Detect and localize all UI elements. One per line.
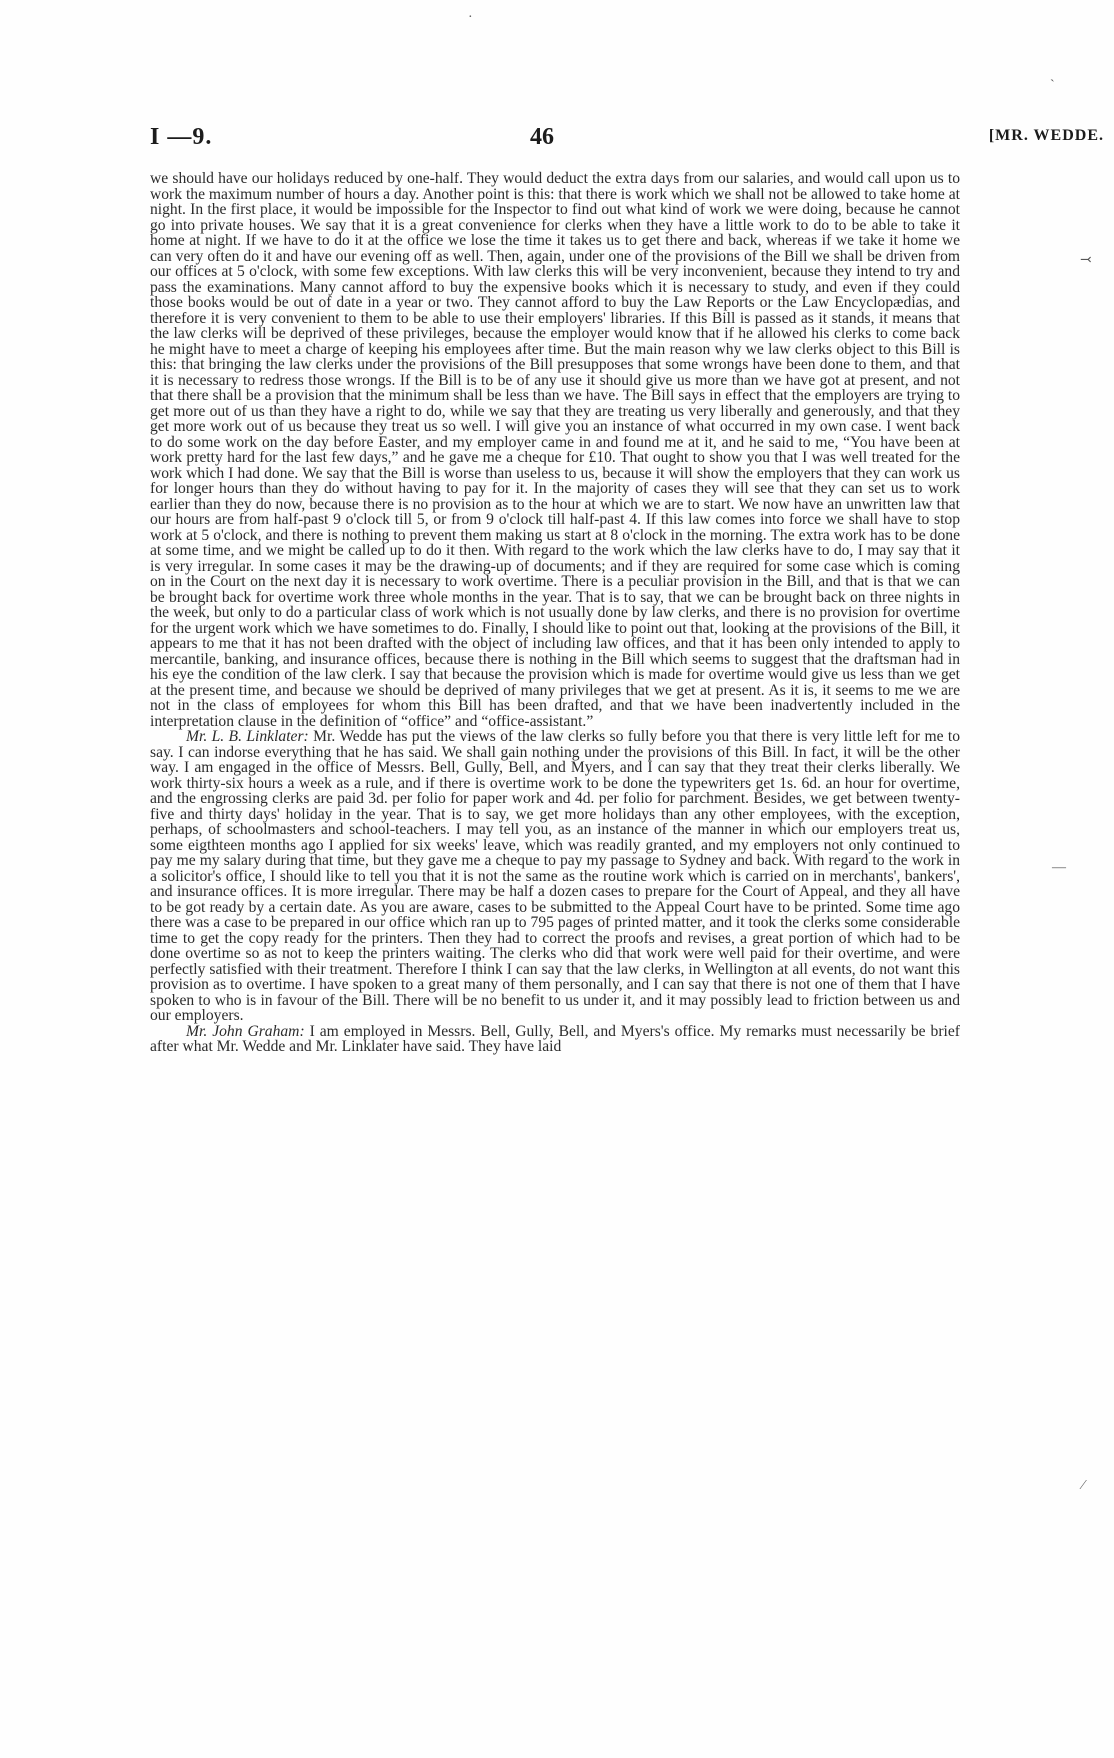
page-number: 46	[530, 124, 554, 150]
document-body	[150, 171, 960, 1055]
paragraph-text: we should have our holidays reduced by one-half. They would deduct the extra days from our salaries, and would call upon us to work the maximum number of hours a day. Another point is this: that there is work which we shall not be allowed to take home at night. In the first place, it would be impossible for the Inspector to find out what kind of work we were doing, because he cannot go into private houses. We say that it is a great convenience for clerks when they have a little work to do to be able to take it home at night. If we have to do it at the office we lose the time it takes us to get there and back, whereas if we take it home we can very often do it and have our evening off as well. Then, again, under one of the provisions of the Bill we shall be driven from our offices at 5 o'clock, with some few exceptions. With law clerks this will be very inconvenient, because they intend to try and pass the examinations. Many cannot afford to buy the expensive books which it is necessary to study, and even if they could those books would be out of date in a year or two. They cannot afford to buy the Law Reports or the Law Encyclopædias, and therefore it is very convenient to them to be able to use their employers' libraries. If this Bill is passed as it stands, it means that the law clerks will be deprived of these privileges, because the employer would know that if he allowed his clerks to come back he might have to meet a charge of keeping his employees after time. But the main reason why we law clerks object to this Bill is this: that bringing the law clerks under the provisions of the Bill presupposes that some wrongs have been done to them, and that it is necessary to redress those wrongs. If the Bill is to be of any use it should give us more than we have got at present, and not that there shall be a provision that the minimum shall be less than we have. The Bill says in effect that the employers are trying to get more out of us than they have a right to do, while we say that they are treating us very liberally and generously, and that they get more work out of us because they treat us so well. I will give you an instance of what occurred in my own case. I went back to do some work on the day before Easter, and my employer came in and found me at it, and he said to me, “You have been at work pretty hard for the last few days,” and he gave me a cheque for £10. That ought to show you that I was well treated for the work which I had done. We say that the Bill is worse than useless to us, because it will show the employers that they can work us for longer hours than they do without having to pay for it. In the majority of cases they will see that they can set us to work earlier than they do now, because there is no provision as to the hour at which we are to start. We now have an unwritten law that our hours are from half-past 9 o'clock till 5, or from 9 o'clock till half-past 4. If this law comes into force we shall have to stop work at 5 o'clock, and there is nothing to prevent them making us start at 8 o'clock in the morning. The extra work has to be done at some time, and we might be called up to do it then. With regard to the work which the law clerks have to do, I may say that it is very irregular. In some cases it may be the drawing-up of documents; and if they are required for some case which is coming on in the Court on the next day it is necessary to work overtime. There is a peculiar provision in the Bill, and that is that we can be brought back for overtime work three whole months in the year. That is to say, that we can be brought back on three nights in the week, but only to do a particular class of work which is not usually done by law clerks, and there is no provision for overtime for the urgent work which we have sometimes to do. Finally, I should like to point out that, looking at the provisions of the Bill, it appears to me that it has not been drafted with the object of including law offices, and that it has been only intended to apply to mercantile, banking, and insurance offices, because there is nothing in the Bill which seems to suggest that the draftsman had in his eye the condition of the law clerk. I say that because the provision which is made for overtime would give us less than we get at the present time, and because we should be deprived of many privileges that we get at present. As it is, it seems to me we are not in the class of employees for whom this Bill has been drafted, and that we have been inadvertently included in the interpretation clause in the definition of “office” and “office-assistant.”	[150, 170, 960, 730]
speaker-running-head: [MR. WEDDE.	[988, 127, 1104, 144]
paragraph-linklater	[150, 729, 960, 1024]
margin-mark-right-1: ˋ	[1050, 78, 1055, 93]
page-header	[150, 124, 1104, 154]
speaker-name: Mr. John Graham:	[186, 1022, 305, 1040]
margin-mark-right-4: ⁄	[1082, 1478, 1085, 1493]
paragraph-graham	[150, 1024, 960, 1055]
speaker-name: Mr. L. B. Linklater:	[186, 728, 309, 745]
margin-mark-top: ·	[468, 10, 473, 25]
margin-mark-right-2: ⤙	[1080, 253, 1092, 268]
margin-mark-right-3: —	[1052, 860, 1066, 875]
parliamentary-paper-reference: I —9.	[150, 124, 213, 150]
paragraph-text: Mr. Wedde has put the views of the law clerks so fully before you that there is very little left for me to say. I can indorse everything that he has said. We shall gain nothing under the provisions of this Bill. In fact, it will be the other way. I am engaged in the office of Messrs. Bell, Gully, Bell, and Myers, and I can say that they treat their clerks liberally. We work thirty-six hours a week as a rule, and if there is overtime work to be done the typewriters get 1s. 6d. an hour for overtime, and the engrossing clerks are paid 3d. per folio for paper work and 4d. per folio for parchment. Besides, we get between twenty-five and thirty days' holiday in the year. That is to say, we get more holidays than any other employees, with the exception, perhaps, of schoolmasters and school-teachers. I may tell you, as an instance of the manner in which our employers treat us, some eigthteen months ago I applied for six weeks' leave, which was readily granted, and my employers not only continued to pay me my salary during that time, but they gave me a cheque to pay my passage to Sydney and back. With regard to the work in a solicitor's office, I should like to tell you that it is not the same as the routine work which is carried on in merchants', bankers', and insurance offices. It is more irregular. There may be half a dozen cases to prepare for the Court of Appeal, and they all have to be got ready by a certain date. As you are aware, cases to be submitted to the Appeal Court have to be printed. Some time ago there was a case to be prepared in our office which ran up to 795 pages of printed matter, and it took the clerks some considerable time to get the copy ready for the printers. Then they had to correct the proofs and revises, a great portion of which had to be done overtime so as not to keep the printers waiting. The clerks who did that work were well paid for their overtime, and were perfectly satisfied with their treatment. Therefore I think I can say that the law clerks, in Wellington at all events, do not want this provision as to overtime. I have spoken to a great many of them personally, and I can say that there is not one of them that I have spoken to who is in favour of the Bill. There will be no benefit to us under it, and it may possibly lead to friction between us and our employers.	[150, 728, 961, 1024]
paragraph-wedde	[150, 171, 960, 729]
paragraph-text: I am employed in Messrs. Bell, Gully, Bell, and Myers's office. My remarks must necessarily be brief after what Mr. Wedde and Mr. Linklater have said. They have laid	[150, 1022, 960, 1055]
